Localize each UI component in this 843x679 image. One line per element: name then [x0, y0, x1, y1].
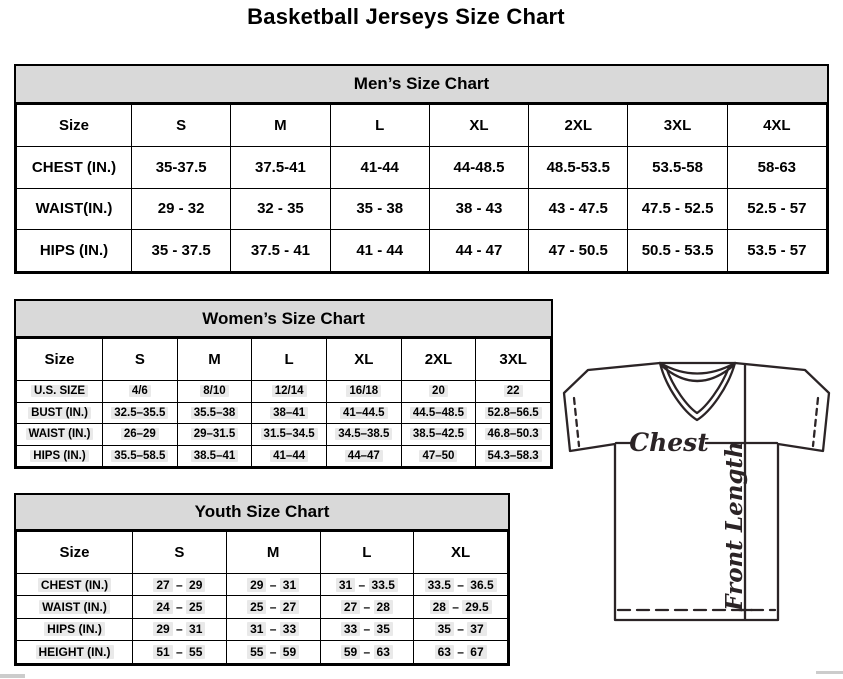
- youth-column-header: L: [320, 532, 414, 574]
- women-size-cell: [103, 381, 178, 403]
- youth-table-row: [17, 641, 508, 663]
- men-size-cell: 53.5-58: [628, 147, 727, 189]
- highlighted-value: 31: [280, 578, 299, 592]
- men-column-header: 2XL: [529, 105, 628, 147]
- men-column-header: XL: [429, 105, 528, 147]
- youth-size-cell: 27 – 29: [133, 574, 227, 596]
- women-size-cell: [252, 445, 327, 467]
- youth-size-cell: 29 – 31: [226, 574, 320, 596]
- men-row-label: WAIST(IN.): [17, 188, 132, 230]
- highlighted-value: WAIST (IN.): [39, 600, 110, 614]
- women-row-label: [17, 424, 103, 446]
- women-size-cell: [401, 424, 476, 446]
- highlighted-value: 31: [336, 578, 355, 592]
- mens-table-title: Men’s Size Chart: [16, 66, 827, 104]
- highlighted-value: 35.5–38: [191, 407, 239, 419]
- youth-size-cell: 59 – 63: [320, 641, 414, 663]
- highlighted-value: 16/18: [346, 385, 381, 397]
- youth-table-row: [17, 596, 508, 618]
- youth-size-cell: 35 – 37: [414, 618, 508, 640]
- youth-column-header: M: [226, 532, 320, 574]
- men-column-header: M: [231, 105, 330, 147]
- highlighted-value: 33: [341, 622, 360, 636]
- women-column-header: XL: [326, 339, 401, 381]
- women-table-row: [17, 445, 551, 467]
- women-size-cell: [103, 445, 178, 467]
- highlighted-value: 29: [153, 622, 172, 636]
- highlighted-value: HIPS (IN.): [30, 450, 88, 462]
- women-size-cell: [103, 402, 178, 424]
- youth-table-row: [17, 618, 508, 640]
- mens-size-chart-table: [14, 64, 829, 274]
- youth-column-header: Size: [17, 532, 133, 574]
- mens-table-grid: [16, 104, 827, 272]
- highlighted-value: 29: [247, 578, 266, 592]
- men-size-cell: 44-48.5: [429, 147, 528, 189]
- men-size-cell: 47.5 - 52.5: [628, 188, 727, 230]
- highlighted-value: 31: [186, 622, 205, 636]
- highlighted-value: 8/10: [200, 385, 228, 397]
- men-size-cell: 58-63: [727, 147, 826, 189]
- chest-label: Chest: [629, 428, 709, 457]
- highlighted-value: 32.5–35.5: [111, 407, 168, 419]
- women-size-cell: [252, 424, 327, 446]
- women-size-cell: [326, 445, 401, 467]
- youth-size-cell: 27 – 28: [320, 596, 414, 618]
- women-column-header: L: [252, 339, 327, 381]
- men-row-label: CHEST (IN.): [17, 147, 132, 189]
- highlighted-value: 33.5: [425, 578, 454, 592]
- youth-header-row: [17, 532, 508, 574]
- highlighted-value: 29: [186, 578, 205, 592]
- highlighted-value: 47–50: [419, 450, 457, 462]
- womens-size-chart-table: [14, 299, 553, 469]
- youth-row-label: [17, 574, 133, 596]
- highlighted-value: 25: [247, 600, 266, 614]
- highlighted-value: 44.5–48.5: [410, 407, 467, 419]
- youth-size-cell: 33.5 – 36.5: [414, 574, 508, 596]
- highlighted-value: 67: [467, 645, 486, 659]
- highlighted-value: HEIGHT (IN.): [36, 645, 114, 659]
- highlighted-value: 4/6: [129, 385, 151, 397]
- highlighted-value: BUST (IN.): [28, 407, 91, 419]
- men-size-cell: 38 - 43: [429, 188, 528, 230]
- women-size-cell: [476, 424, 551, 446]
- men-size-cell: 43 - 47.5: [529, 188, 628, 230]
- highlighted-value: 24: [153, 600, 172, 614]
- highlighted-value: 22: [504, 385, 523, 397]
- womens-table-title: Women’s Size Chart: [16, 301, 551, 338]
- highlighted-value: 27: [280, 600, 299, 614]
- jersey-measurement-diagram: [556, 360, 834, 626]
- highlighted-value: 27: [341, 600, 360, 614]
- women-size-cell: [476, 445, 551, 467]
- youth-row-label: [17, 618, 133, 640]
- highlighted-value: 63: [374, 645, 393, 659]
- youth-size-cell: 31 – 33.5: [320, 574, 414, 596]
- highlighted-value: 29.5: [462, 600, 491, 614]
- women-size-cell: [177, 445, 252, 467]
- men-table-row: [17, 188, 827, 230]
- highlighted-value: 34.5–38.5: [335, 428, 392, 440]
- youth-table-grid: [16, 531, 508, 664]
- highlighted-value: 63: [435, 645, 454, 659]
- women-size-cell: [401, 381, 476, 403]
- men-size-cell: 35-37.5: [132, 147, 231, 189]
- women-size-cell: [401, 445, 476, 467]
- highlighted-value: 44–47: [345, 450, 383, 462]
- youth-size-cell: 33 – 35: [320, 618, 414, 640]
- men-size-cell: 37.5-41: [231, 147, 330, 189]
- women-column-header: M: [177, 339, 252, 381]
- youth-size-cell: 28 – 29.5: [414, 596, 508, 618]
- highlighted-value: 41–44.5: [340, 407, 388, 419]
- youth-row-label: [17, 641, 133, 663]
- women-table-row: [17, 402, 551, 424]
- men-size-cell: 41 - 44: [330, 230, 429, 272]
- men-size-cell: 29 - 32: [132, 188, 231, 230]
- men-row-label: HIPS (IN.): [17, 230, 132, 272]
- men-size-cell: 37.5 - 41: [231, 230, 330, 272]
- highlighted-value: CHEST (IN.): [38, 578, 111, 592]
- highlighted-value: 37: [467, 622, 486, 636]
- highlighted-value: 33: [280, 622, 299, 636]
- page-title: Basketball Jerseys Size Chart: [247, 4, 565, 29]
- men-size-cell: 53.5 - 57: [727, 230, 826, 272]
- highlighted-value: 54.3–58.3: [485, 450, 542, 462]
- highlighted-value: 38–41: [270, 407, 308, 419]
- highlighted-value: 52.8–56.5: [485, 407, 542, 419]
- women-column-header: Size: [17, 339, 103, 381]
- highlighted-value: 51: [153, 645, 172, 659]
- highlighted-value: 28: [374, 600, 393, 614]
- women-size-cell: [476, 402, 551, 424]
- highlighted-value: 38.5–42.5: [410, 428, 467, 440]
- women-size-cell: [476, 381, 551, 403]
- women-size-cell: [326, 402, 401, 424]
- women-row-label: [17, 445, 103, 467]
- highlighted-value: 35.5–58.5: [111, 450, 168, 462]
- women-column-header: 2XL: [401, 339, 476, 381]
- womens-table-grid: [16, 338, 551, 467]
- highlighted-value: 29–31.5: [191, 428, 239, 440]
- men-size-cell: 47 - 50.5: [529, 230, 628, 272]
- highlighted-value: 59: [280, 645, 299, 659]
- men-size-cell: 50.5 - 53.5: [628, 230, 727, 272]
- men-size-cell: 35 - 37.5: [132, 230, 231, 272]
- highlighted-value: 41–44: [270, 450, 308, 462]
- men-column-header: Size: [17, 105, 132, 147]
- men-size-cell: 35 - 38: [330, 188, 429, 230]
- scrollbar-fragment-right[interactable]: [816, 671, 843, 674]
- men-size-cell: 52.5 - 57: [727, 188, 826, 230]
- youth-size-cell: 29 – 31: [133, 618, 227, 640]
- men-column-header: 3XL: [628, 105, 727, 147]
- men-table-row: [17, 230, 827, 272]
- youth-table-row: [17, 574, 508, 596]
- youth-size-cell: 51 – 55: [133, 641, 227, 663]
- women-size-cell: [103, 424, 178, 446]
- highlighted-value: 55: [247, 645, 266, 659]
- women-size-cell: [177, 381, 252, 403]
- highlighted-value: U.S. SIZE: [31, 385, 88, 397]
- youth-size-cell: 55 – 59: [226, 641, 320, 663]
- youth-size-cell: 24 – 25: [133, 596, 227, 618]
- women-size-cell: [401, 402, 476, 424]
- highlighted-value: 25: [186, 600, 205, 614]
- men-header-row: [17, 105, 827, 147]
- highlighted-value: 31: [247, 622, 266, 636]
- women-table-row: [17, 381, 551, 403]
- highlighted-value: 31.5–34.5: [261, 428, 318, 440]
- highlighted-value: 20: [429, 385, 448, 397]
- youth-table-title: Youth Size Chart: [16, 495, 508, 531]
- highlighted-value: 59: [341, 645, 360, 659]
- highlighted-value: 12/14: [272, 385, 307, 397]
- highlighted-value: 55: [186, 645, 205, 659]
- highlighted-value: 33.5: [369, 578, 398, 592]
- highlighted-value: HIPS (IN.): [44, 622, 105, 636]
- highlighted-value: 46.8–50.3: [485, 428, 542, 440]
- women-header-row: [17, 339, 551, 381]
- women-size-cell: [177, 424, 252, 446]
- men-size-cell: 41-44: [330, 147, 429, 189]
- women-column-header: 3XL: [476, 339, 551, 381]
- highlighted-value: 35: [374, 622, 393, 636]
- youth-column-header: S: [133, 532, 227, 574]
- front-length-label: Front Length: [721, 441, 748, 611]
- highlighted-value: WAIST (IN.): [26, 428, 94, 440]
- youth-row-label: [17, 596, 133, 618]
- highlighted-value: 26–29: [121, 428, 159, 440]
- men-column-header: S: [132, 105, 231, 147]
- scrollbar-fragment-left[interactable]: [0, 674, 25, 678]
- youth-size-cell: 25 – 27: [226, 596, 320, 618]
- highlighted-value: 35: [435, 622, 454, 636]
- youth-column-header: XL: [414, 532, 508, 574]
- women-column-header: S: [103, 339, 178, 381]
- jersey-outline: [564, 363, 829, 620]
- women-size-cell: [252, 381, 327, 403]
- women-row-label: [17, 402, 103, 424]
- youth-size-chart-table: [14, 493, 510, 666]
- youth-size-cell: 31 – 33: [226, 618, 320, 640]
- men-column-header: 4XL: [727, 105, 826, 147]
- men-table-row: [17, 147, 827, 189]
- women-row-label: [17, 381, 103, 403]
- women-table-row: [17, 424, 551, 446]
- men-size-cell: 48.5-53.5: [529, 147, 628, 189]
- highlighted-value: 38.5–41: [191, 450, 239, 462]
- men-size-cell: 32 - 35: [231, 188, 330, 230]
- women-size-cell: [326, 424, 401, 446]
- women-size-cell: [252, 402, 327, 424]
- highlighted-value: 28: [430, 600, 449, 614]
- women-size-cell: [177, 402, 252, 424]
- highlighted-value: 27: [153, 578, 172, 592]
- women-size-cell: [326, 381, 401, 403]
- men-column-header: L: [330, 105, 429, 147]
- youth-size-cell: 63 – 67: [414, 641, 508, 663]
- highlighted-value: 36.5: [467, 578, 496, 592]
- men-size-cell: 44 - 47: [429, 230, 528, 272]
